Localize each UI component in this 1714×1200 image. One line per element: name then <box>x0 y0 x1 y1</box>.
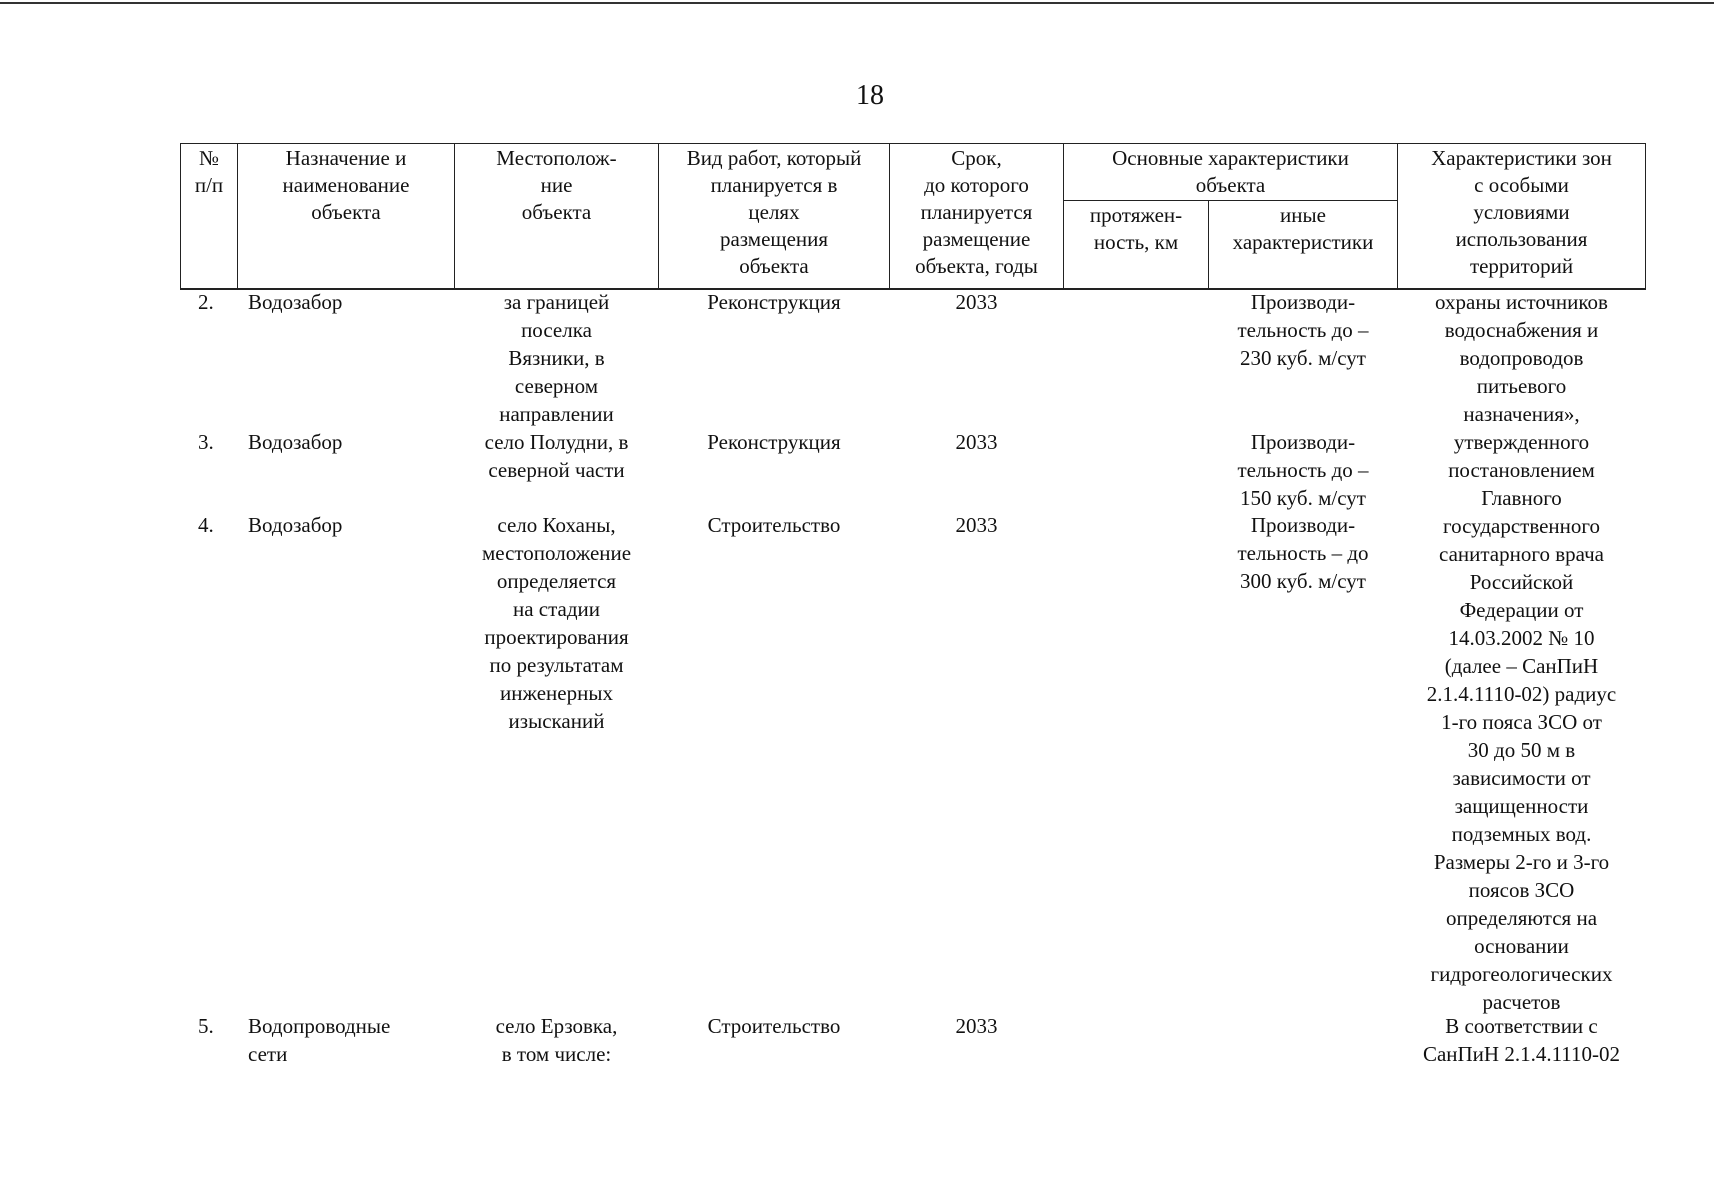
header-length: протяжен- ность, км <box>1089 203 1183 254</box>
header-num: № п/п <box>194 146 224 197</box>
row-2-other: Производи- тельность до – 230 куб. м/сут <box>1237 290 1369 370</box>
row-3-num: 3. <box>198 430 214 454</box>
row-3-other: Производи- тельность до – 150 куб. м/сут <box>1237 430 1369 510</box>
row-5-name: Водопроводные сети <box>248 1014 391 1066</box>
table-top-border <box>180 143 1646 144</box>
row-4-year: 2033 <box>955 513 998 537</box>
header-subdivider <box>1064 200 1398 201</box>
page-number: 18 <box>856 80 884 111</box>
header-main-characteristics: Основные характеристики объекта <box>1112 146 1349 197</box>
row-4-location: село Коханы, местоположение определяется на стадии проектирования по результатам инженерных изысканий <box>481 513 632 733</box>
header-zones: Характеристики зон с особыми условиями использования территорий <box>1431 146 1612 278</box>
row-4-other: Производи- тельность – до 300 куб. м/сут <box>1237 513 1369 593</box>
row-5-zones: В соответствии с СанПиН 2.1.4.1110-02 <box>1422 1014 1621 1066</box>
top-border-rule <box>0 2 1714 4</box>
row-4-name: Водозабор <box>248 513 343 537</box>
row-5-year: 2033 <box>955 1014 998 1038</box>
zones-characteristics-text: охраны источников водоснабжения и водопроводов питьевого назначения», утвержденного постановлением Главного государственного санитарного врача Российской Федерации от 14.03.2002 № 10 (далее – СанПиН 2.1.4.1110-02) радиус 1-го пояса ЗСО от 30 до 50 м в зависимости от защищенности подземных вод. Размеры 2-го и 3-го поясов ЗСО определяются на основании гидрогеологических расчетов <box>1426 290 1617 1014</box>
row-2-num: 2. <box>198 290 214 314</box>
header-name: Назначение и наименование объекта <box>282 146 410 224</box>
row-2-location: за границей поселка Вязники, в северном направлении <box>499 290 614 426</box>
row-5-work: Строительство <box>707 1014 841 1038</box>
row-3-work: Реконструкция <box>707 430 841 454</box>
row-3-year: 2033 <box>955 430 998 454</box>
row-3-location: село Полудни, в северной части <box>484 430 629 482</box>
row-2-work: Реконструкция <box>707 290 841 314</box>
row-4-num: 4. <box>198 513 214 537</box>
table-right-border <box>1645 143 1646 289</box>
row-5-num: 5. <box>198 1014 214 1038</box>
row-2-name: Водозабор <box>248 290 343 314</box>
header-work-type: Вид работ, который планируется в целях размещения объекта <box>686 146 862 278</box>
row-2-year: 2033 <box>955 290 998 314</box>
row-4-work: Строительство <box>707 513 841 537</box>
row-5-location: село Ерзовка, в том числе: <box>495 1014 618 1066</box>
header-other-characteristics: иные характеристики <box>1232 203 1374 254</box>
header-location: Местополож- ние объекта <box>496 146 617 224</box>
row-3-name: Водозабор <box>248 430 343 454</box>
header-deadline: Срок, до которого планируется размещение объекта, годы <box>915 146 1038 278</box>
